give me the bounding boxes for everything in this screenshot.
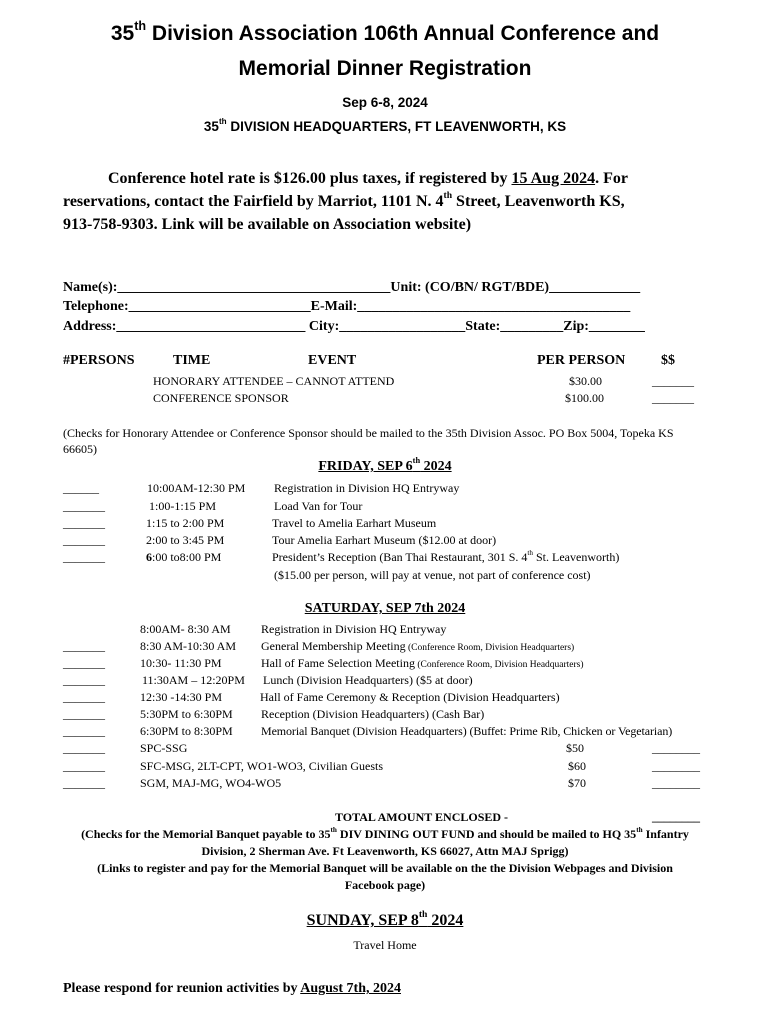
banquet-payment-note-line2: Division, 2 Sherman Ave. Ft Leavenworth, KS 66027, Attn MAJ Sprigg) [201, 844, 569, 858]
header-event: EVENT [308, 353, 357, 368]
option-honorary-price: $30.00 [569, 374, 602, 388]
saturday-heading: SATURDAY, SEP 7th 2024 [304, 601, 466, 616]
page-title-line2: Memorial Dinner Registration [238, 57, 532, 80]
header-per-person: PER PERSON [537, 353, 626, 368]
header-dollars: $$ [661, 353, 675, 368]
saturday-row-time: 8:30 AM-10:30 AM [140, 639, 237, 653]
saturday-row-event: Lunch (Division Headquarters) ($5 at door) [263, 673, 473, 687]
friday-row-time: 10:00AM-12:30 PM [147, 481, 246, 495]
header-persons: #PERSONS [63, 353, 135, 368]
checks-note-line2: 66605) [63, 442, 97, 456]
saturday-row-blank[interactable]: _______ [63, 673, 105, 687]
hotel-info-line2: reservations, contact the Fairfield by Marriot, 1101 N. 4th Street, Leavenworth KS, [63, 190, 625, 210]
page-title: 35th Division Association 106th Annual Conference and [110, 19, 660, 45]
friday-row-blank[interactable]: _______ [63, 516, 105, 530]
banquet-price-row-blank[interactable]: _______ [63, 741, 105, 755]
friday-row-blank[interactable]: _______ [63, 499, 105, 513]
banquet-payment-note-line1: (Checks for the Memorial Banquet payable to 35th DIV DINING OUT FUND and should be mailed to HQ 35th Infantry [81, 825, 689, 841]
banquet-payment-note-line4: Facebook page) [344, 878, 426, 892]
event-location: 35th DIVISION HEADQUARTERS, FT LEAVENWORTH, KS [203, 117, 567, 134]
banquet-price-row-blank[interactable]: _______ [63, 759, 105, 773]
friday-row-blank[interactable]: _______ [63, 550, 105, 564]
saturday-row-event: Memorial Banquet (Division Headquarters) (Buffet: Prime Rib, Chicken or Vegetarian) [261, 724, 673, 738]
option-honorary-amount[interactable]: _______ [652, 374, 694, 388]
banquet-price-row-amount[interactable]: ________ [652, 776, 700, 790]
total-amount-label: TOTAL AMOUNT ENCLOSED - [335, 810, 509, 824]
saturday-row-time: 11:30AM – 12:20PM [142, 673, 245, 687]
friday-row-event: Registration in Division HQ Entryway [274, 481, 460, 495]
banquet-price-row-amount[interactable]: ________ [652, 741, 700, 755]
hotel-info-line1: Conference hotel rate is $126.00 plus taxes, if registered by 15 Aug 2024. For [108, 170, 628, 187]
saturday-row-blank[interactable]: _______ [63, 707, 105, 721]
saturday-row-event: General Membership Meeting (Conference Room, Division Headquarters) [261, 639, 575, 653]
saturday-row-event: Reception (Division Headquarters) (Cash Bar) [261, 707, 485, 721]
option-sponsor-price: $100.00 [565, 391, 604, 405]
hotel-info-line3: 913-758-9303. Link will be available on Association website) [63, 216, 472, 233]
banquet-price-row-price: $50 [566, 741, 584, 755]
banquet-price-row-price: $60 [568, 759, 586, 773]
banquet-price-row-blank[interactable]: _______ [63, 776, 105, 790]
respond-by-note: Please respond for reunion activities by August 7th, 2024 [63, 981, 401, 996]
friday-row-event: Load Van for Tour [274, 499, 363, 513]
sunday-heading: SUNDAY, SEP 8th 2024 [306, 909, 464, 929]
sunday-event: Travel Home [353, 938, 417, 952]
telephone-email-field[interactable]: Telephone:__________________________E-Mail:_______________________________________ [63, 299, 631, 314]
friday-row-time: 1:15 to 2:00 PM [146, 516, 225, 530]
banquet-price-row-label: SPC-SSG [140, 741, 188, 755]
saturday-row-event: Hall of Fame Ceremony & Reception (Division Headquarters) [260, 690, 560, 704]
banquet-price-row-amount[interactable]: ________ [652, 759, 700, 773]
friday-row-time: 6:00 to8:00 PM [146, 550, 222, 564]
total-amount-field[interactable]: ________ [652, 810, 700, 824]
friday-row-blank[interactable]: _______ [63, 533, 105, 547]
friday-row-time: 2:00 to 3:45 PM [146, 533, 225, 547]
banquet-price-row-label: SGM, MAJ-MG, WO4-WO5 [140, 776, 282, 790]
banquet-payment-note-line3: (Links to register and pay for the Memorial Banquet will be available on the the Division Webpages and Division [97, 861, 673, 875]
saturday-row-event: Registration in Division HQ Entryway [261, 622, 447, 636]
option-honorary-label: HONORARY ATTENDEE – CANNOT ATTEND [153, 374, 395, 388]
friday-row-event: President’s Reception (Ban Thai Restaurant, 301 S. 4th St. Leavenworth) [272, 548, 620, 564]
address-field[interactable]: Address:___________________________ City:__________________State:_________Zip:________ [63, 319, 645, 334]
name-unit-field[interactable]: Name(s):_______________________________________Unit: (CO/BN/ RGT/BDE)_____________ [63, 280, 641, 295]
friday-reception-note: ($15.00 per person, will pay at venue, not part of conference cost) [274, 568, 591, 582]
option-sponsor-label: CONFERENCE SPONSOR [153, 391, 289, 405]
saturday-row-blank[interactable]: _______ [63, 690, 105, 704]
banquet-price-row-label: SFC-MSG, 2LT-CPT, WO1-WO3, Civilian Guests [140, 759, 384, 773]
saturday-row-blank[interactable]: _______ [63, 639, 105, 653]
saturday-row-time: 12:30 -14:30 PM [140, 690, 223, 704]
option-sponsor-amount[interactable]: _______ [652, 391, 694, 405]
saturday-row-event: Hall of Fame Selection Meeting (Conference Room, Division Headquarters) [261, 656, 584, 670]
saturday-row-time: 6:30PM to 8:30PM [140, 724, 233, 738]
saturday-row-time: 10:30- 11:30 PM [140, 656, 222, 670]
banquet-price-row-price: $70 [568, 776, 586, 790]
saturday-row-blank[interactable]: _______ [63, 656, 105, 670]
friday-row-event: Tour Amelia Earhart Museum ($12.00 at door) [272, 533, 497, 547]
header-time: TIME [173, 353, 211, 368]
checks-note-line1: (Checks for Honorary Attendee or Conference Sponsor should be mailed to the 35th Division Assoc. PO Box 5004, Topeka KS [63, 426, 674, 440]
event-dates: Sep 6-8, 2024 [342, 95, 428, 110]
friday-row-blank[interactable]: ______ [63, 481, 99, 495]
saturday-row-time: 8:00AM- 8:30 AM [140, 622, 231, 636]
saturday-row-blank[interactable]: _______ [63, 724, 105, 738]
friday-row-event: Travel to Amelia Earhart Museum [272, 516, 437, 530]
friday-row-time: 1:00-1:15 PM [149, 499, 217, 513]
saturday-row-time: 5:30PM to 6:30PM [140, 707, 233, 721]
friday-heading: FRIDAY, SEP 6th 2024 [318, 456, 452, 474]
